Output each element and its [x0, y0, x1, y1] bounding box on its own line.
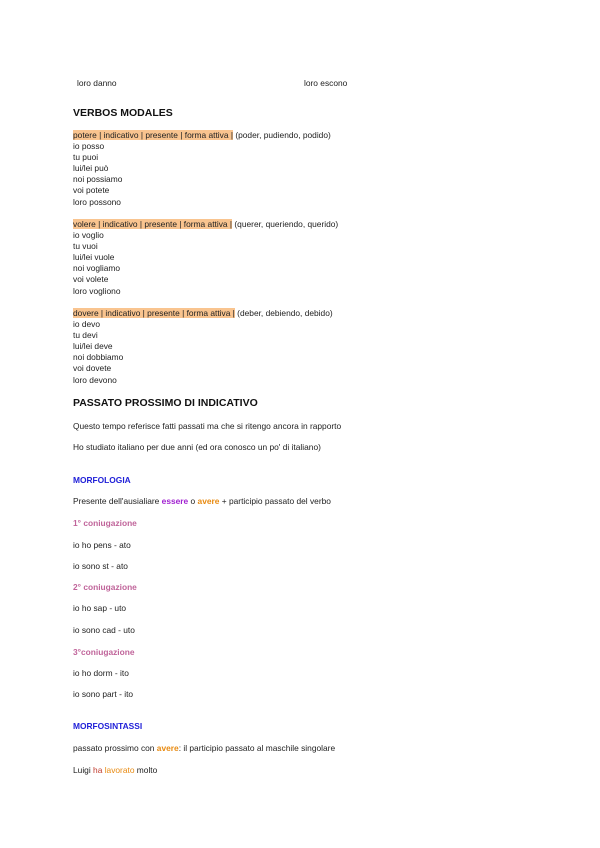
morfosintassi-heading: MORFOSINTASSI [73, 721, 143, 731]
potere-gloss: (poder, pudiendo, podido) [233, 130, 331, 140]
morfosintassi-rule [73, 743, 335, 754]
potere-form: io posso [73, 141, 105, 151]
loro-escono: loro escono [304, 78, 348, 88]
dovere-form: loro devono [73, 375, 117, 385]
volere-form: tu vuoi [73, 241, 98, 251]
morfologia-heading: MORFOLOGIA [73, 475, 131, 485]
coniugazione-2-heading: 2° coniugazione [73, 582, 137, 592]
potere-form: tu puoi [73, 152, 99, 162]
volere-form: lui/lei vuole [73, 252, 115, 262]
rule-prefix: Presente dell'ausialiare [73, 496, 162, 506]
coniugazione-3-example: io ho dorm - ito [73, 668, 129, 678]
rule-prefix: passato prossimo con [73, 743, 157, 753]
dovere-form: voi dovete [73, 363, 112, 373]
rule-o: o [188, 496, 198, 506]
coniugazione-3-example: io sono part - ito [73, 689, 134, 699]
rule-suffix: : il participio passato al maschile singolare [178, 743, 336, 753]
potere-header-line [73, 130, 331, 141]
volere-header: volere | indicativo | presente | forma attiva | [73, 219, 233, 229]
avere-word: avere [156, 743, 179, 753]
potere-form: voi potete [73, 185, 110, 195]
passato-intro: Questo tempo referisce fatti passati ma che si ritengo ancora in rapporto [73, 421, 342, 431]
volere-form: io voglio [73, 230, 104, 240]
volere-gloss: (querer, queriendo, querido) [232, 219, 339, 229]
volere-form: voi volete [73, 274, 109, 284]
potere-form: noi possiamo [73, 174, 123, 184]
coniugazione-1-example: io sono st - ato [73, 561, 128, 571]
potere-form: loro possono [73, 197, 121, 207]
dovere-form: lui/lei deve [73, 341, 113, 351]
coniugazione-2-example: io sono cad - uto [73, 625, 135, 635]
coniugazione-1-example: io ho pens - ato [73, 540, 131, 550]
volere-form: noi vogliamo [73, 263, 121, 273]
verbos-modales-heading: VERBOS MODALES [73, 107, 173, 119]
volere-header-line [73, 219, 338, 230]
coniugazione-3-heading: 3°coniugazione [73, 647, 135, 657]
dovere-form: tu devi [73, 330, 98, 340]
passato-prossimo-heading: PASSATO PROSSIMO DI INDICATIVO [73, 397, 258, 409]
passato-example: Ho studiato italiano per due anni (ed ora conosco un po' di italiano) [73, 442, 321, 452]
ex-lavorato: lavorato [104, 765, 135, 775]
coniugazione-2-example: io ho sap - uto [73, 603, 127, 613]
coniugazione-1-heading: 1° coniugazione [73, 518, 137, 528]
dovere-gloss: (deber, debiendo, debido) [234, 308, 333, 318]
dovere-form: io devo [73, 319, 101, 329]
volere-form: loro vogliono [73, 286, 121, 296]
morfologia-rule [73, 496, 331, 507]
rule-suffix: + participio passato del verbo [219, 496, 331, 506]
ex-ha: ha [93, 765, 103, 775]
dovere-form: noi dobbiamo [73, 352, 124, 362]
ex-molto: molto [134, 765, 158, 775]
loro-danno: loro danno [77, 78, 117, 88]
avere-word: avere [197, 496, 220, 506]
potere-header: potere | indicativo | presente | forma attiva | [73, 130, 233, 140]
essere-word: essere [161, 496, 189, 506]
dovere-header: dovere | indicativo | presente | forma attiva | [73, 308, 235, 318]
dovere-header-line [73, 308, 333, 319]
ex-luigi: Luigi [73, 765, 94, 775]
morfosintassi-example [73, 765, 157, 776]
potere-form: lui/lei può [73, 163, 109, 173]
